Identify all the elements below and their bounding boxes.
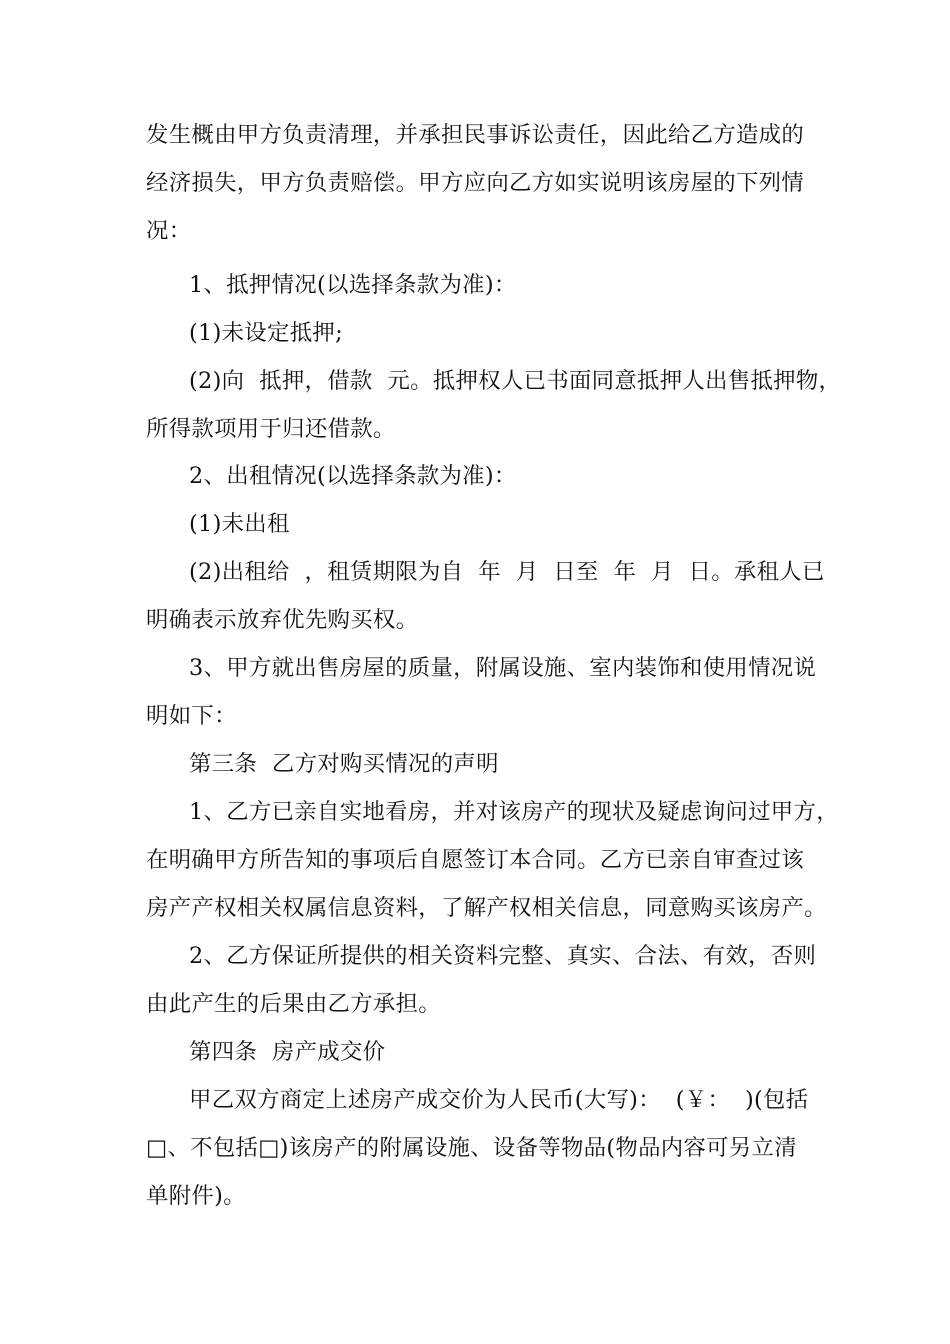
text-line: (2)出租给 ，租赁期限为自 年 月 日至 年 月 日。承租人已 xyxy=(189,559,825,585)
text-line: 经济损失，甲方负责赔偿。甲方应向乙方如实说明该房屋的下列情 xyxy=(146,170,805,196)
text-line: 明确表示放弃优先购买权。 xyxy=(146,607,419,633)
text-line: □、不包括□)该房产的附属设施、设备等物品(物品内容可另立清 xyxy=(146,1135,797,1161)
text-line: 单附件)。 xyxy=(146,1183,246,1209)
text-line: 1、乙方已亲自实地看房，并对该房产的现状及疑虑询问过甲方， xyxy=(189,799,839,825)
text-line: 由此产生的后果由乙方承担。 xyxy=(146,991,441,1017)
text-line: 明如下： xyxy=(146,703,237,729)
text-line: 甲乙双方商定上述房产成交价为人民币(大写)： (￥： )(包括 xyxy=(189,1087,809,1113)
text-line: (1)未设定抵押; xyxy=(189,320,343,346)
text-line: 况： xyxy=(146,218,192,244)
text-line: (2)向 抵押，借款 元。抵押权人已书面同意抵押人出售抵押物， xyxy=(189,368,842,394)
section-heading: 第三条 乙方对购买情况的声明 xyxy=(189,751,499,777)
text-line: 2、乙方保证所提供的相关资料完整、真实、合法、有效，否则 xyxy=(189,943,817,969)
text-line: 发生概由甲方负责清理，并承担民事诉讼责任，因此给乙方造成的 xyxy=(146,122,805,148)
text-line: 房产产权相关权属信息资料，了解产权相关信息，同意购买该房产。 xyxy=(146,895,827,921)
text-line: 3、甲方就出售房屋的质量，附属设施、室内装饰和使用情况说 xyxy=(189,655,817,681)
text-line: (1)未出租 xyxy=(189,511,290,537)
section-heading: 第四条 房产成交价 xyxy=(189,1039,386,1065)
text-line: 在明确甲方所告知的事项后自愿签订本合同。乙方已亲自审查过该 xyxy=(146,847,805,873)
text-line: 2、出租情况(以选择条款为准)： xyxy=(189,463,517,489)
text-line: 1、抵押情况(以选择条款为准)： xyxy=(189,272,517,298)
text-line: 所得款项用于归还借款。 xyxy=(146,416,396,442)
